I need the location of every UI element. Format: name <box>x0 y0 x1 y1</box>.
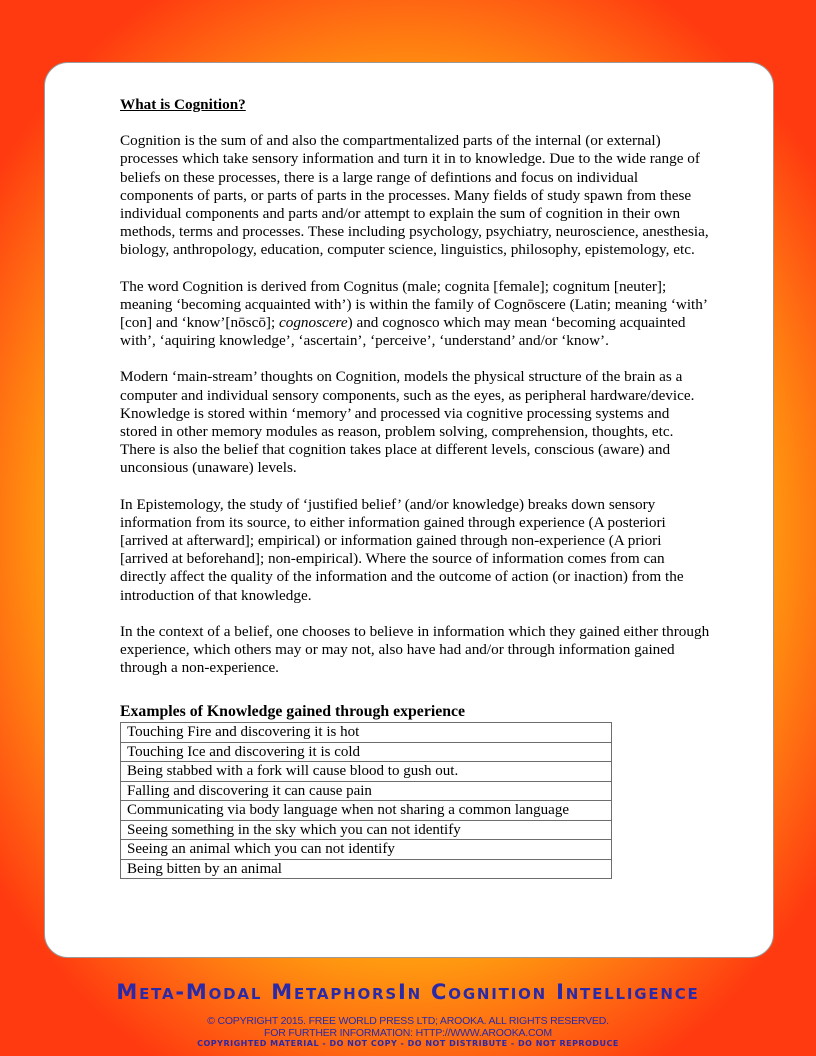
table-cell: Communicating via body language when not sharing a common language <box>121 801 612 821</box>
table-cell: Being stabbed with a fork will cause blood to gush out. <box>121 762 612 782</box>
footer-info-link: FOR FURTHER INFORMATION: HTTP://WWW.AROOKA.COM <box>264 1027 552 1039</box>
table-cell: Being bitten by an animal <box>121 859 612 879</box>
table-row <box>121 859 612 879</box>
table-cell: Seeing something in the sky which you can not identify <box>121 820 612 840</box>
etymology-text-2: ) and cognosco which may mean ‘becoming acquainted with’, ‘aquiring knowledge’, ‘ascertain’, ‘perceive’, ‘understand’ and/or ‘know’. <box>120 314 686 350</box>
table-cell: Touching Fire and discovering it is hot <box>121 723 612 743</box>
etymology-italic-term: cognoscere <box>279 314 348 332</box>
paragraph-etymology <box>120 278 710 351</box>
examples-table <box>120 722 612 879</box>
table-row <box>121 742 612 762</box>
table-row <box>121 820 612 840</box>
footer-book-title: Meta-Modal MetaphorsIn Cognition Intelligence <box>116 980 700 1004</box>
table-row <box>121 781 612 801</box>
table-row <box>121 762 612 782</box>
paragraph-epistemology: In Epistemology, the study of ‘justified belief’ (and/or knowledge) breaks down sensory information from its source, to either information gained through experience (A posteriori [arrived at afterward]; empirical) or information gained through non-experience (A priori [arrived at beforehand]; non-empirical). Where the source of information comes from can directly affect the quality of the information and the outcome of action (or inaction) from the introduction of that knowledge. <box>120 495 684 604</box>
table-row <box>121 723 612 743</box>
examples-heading: Examples of Knowledge gained through experience <box>120 703 466 721</box>
table-row <box>121 801 612 821</box>
table-cell: Falling and discovering it can cause pain <box>121 781 612 801</box>
table-cell: Seeing an animal which you can not identify <box>121 840 612 860</box>
paragraph-belief: In the context of a belief, one chooses to believe in information which they gained either through experience, which others may or may not, also have had and/or through information gained through a non-experience. <box>120 622 710 677</box>
table-cell: Touching Ice and discovering it is cold <box>121 742 612 762</box>
footer-notice: COPYRIGHTED MATERIAL - DO NOT COPY - DO NOT DISTRIBUTE - DO NOT REPRODUCE <box>197 1039 619 1048</box>
document-body <box>120 96 710 879</box>
etymology-text-1: The word Cognition is derived from Cognitus (male; cognita [female]; cognitum [neuter]; meaning ‘becoming acquainted with’) is within the family of Cognōscere (Latin; meaning ‘with’ [con] and ‘know’[nōscō]; <box>120 277 707 332</box>
table-row <box>121 840 612 860</box>
page-title: What is Cognition? <box>120 96 246 113</box>
footer-copyright: © COPYRIGHT 2015. FREE WORLD PRESS LTD; AROOKA. ALL RIGHTS RESERVED. <box>207 1015 609 1027</box>
paragraph-definition: Cognition is the sum of and also the compartmentalized parts of the internal (or external) processes which take sensory information and turn it in to knowledge. Due to the wide range of beliefs on these processes, there is a large range of defintions and focus on individual components of parts, or parts of parts in the processes. Many fields of study spawn from these individual components and parts and/or attempt to explain the sum of cognition in their own methods, terms and processes. These including psychology, psychiatry, neuroscience, anesthesia, biology, anthropology, education, computer science, linguistics, philosophy, epistemology, etc. <box>120 132 709 259</box>
paragraph-mainstream: Modern ‘main-stream’ thoughts on Cognition, models the physical structure of the brain as a computer and individual sensory components, such as the eyes, as peripheral hardware/device. Knowledge is stored within ‘memory’ and processed via cognitive processing systems and stored in other memory modules as reason, problem solving, comprehension, thoughts, etc. There is also the belief that cognition takes place at different levels, conscious (aware) and unconsious (unaware) levels. <box>120 368 695 477</box>
